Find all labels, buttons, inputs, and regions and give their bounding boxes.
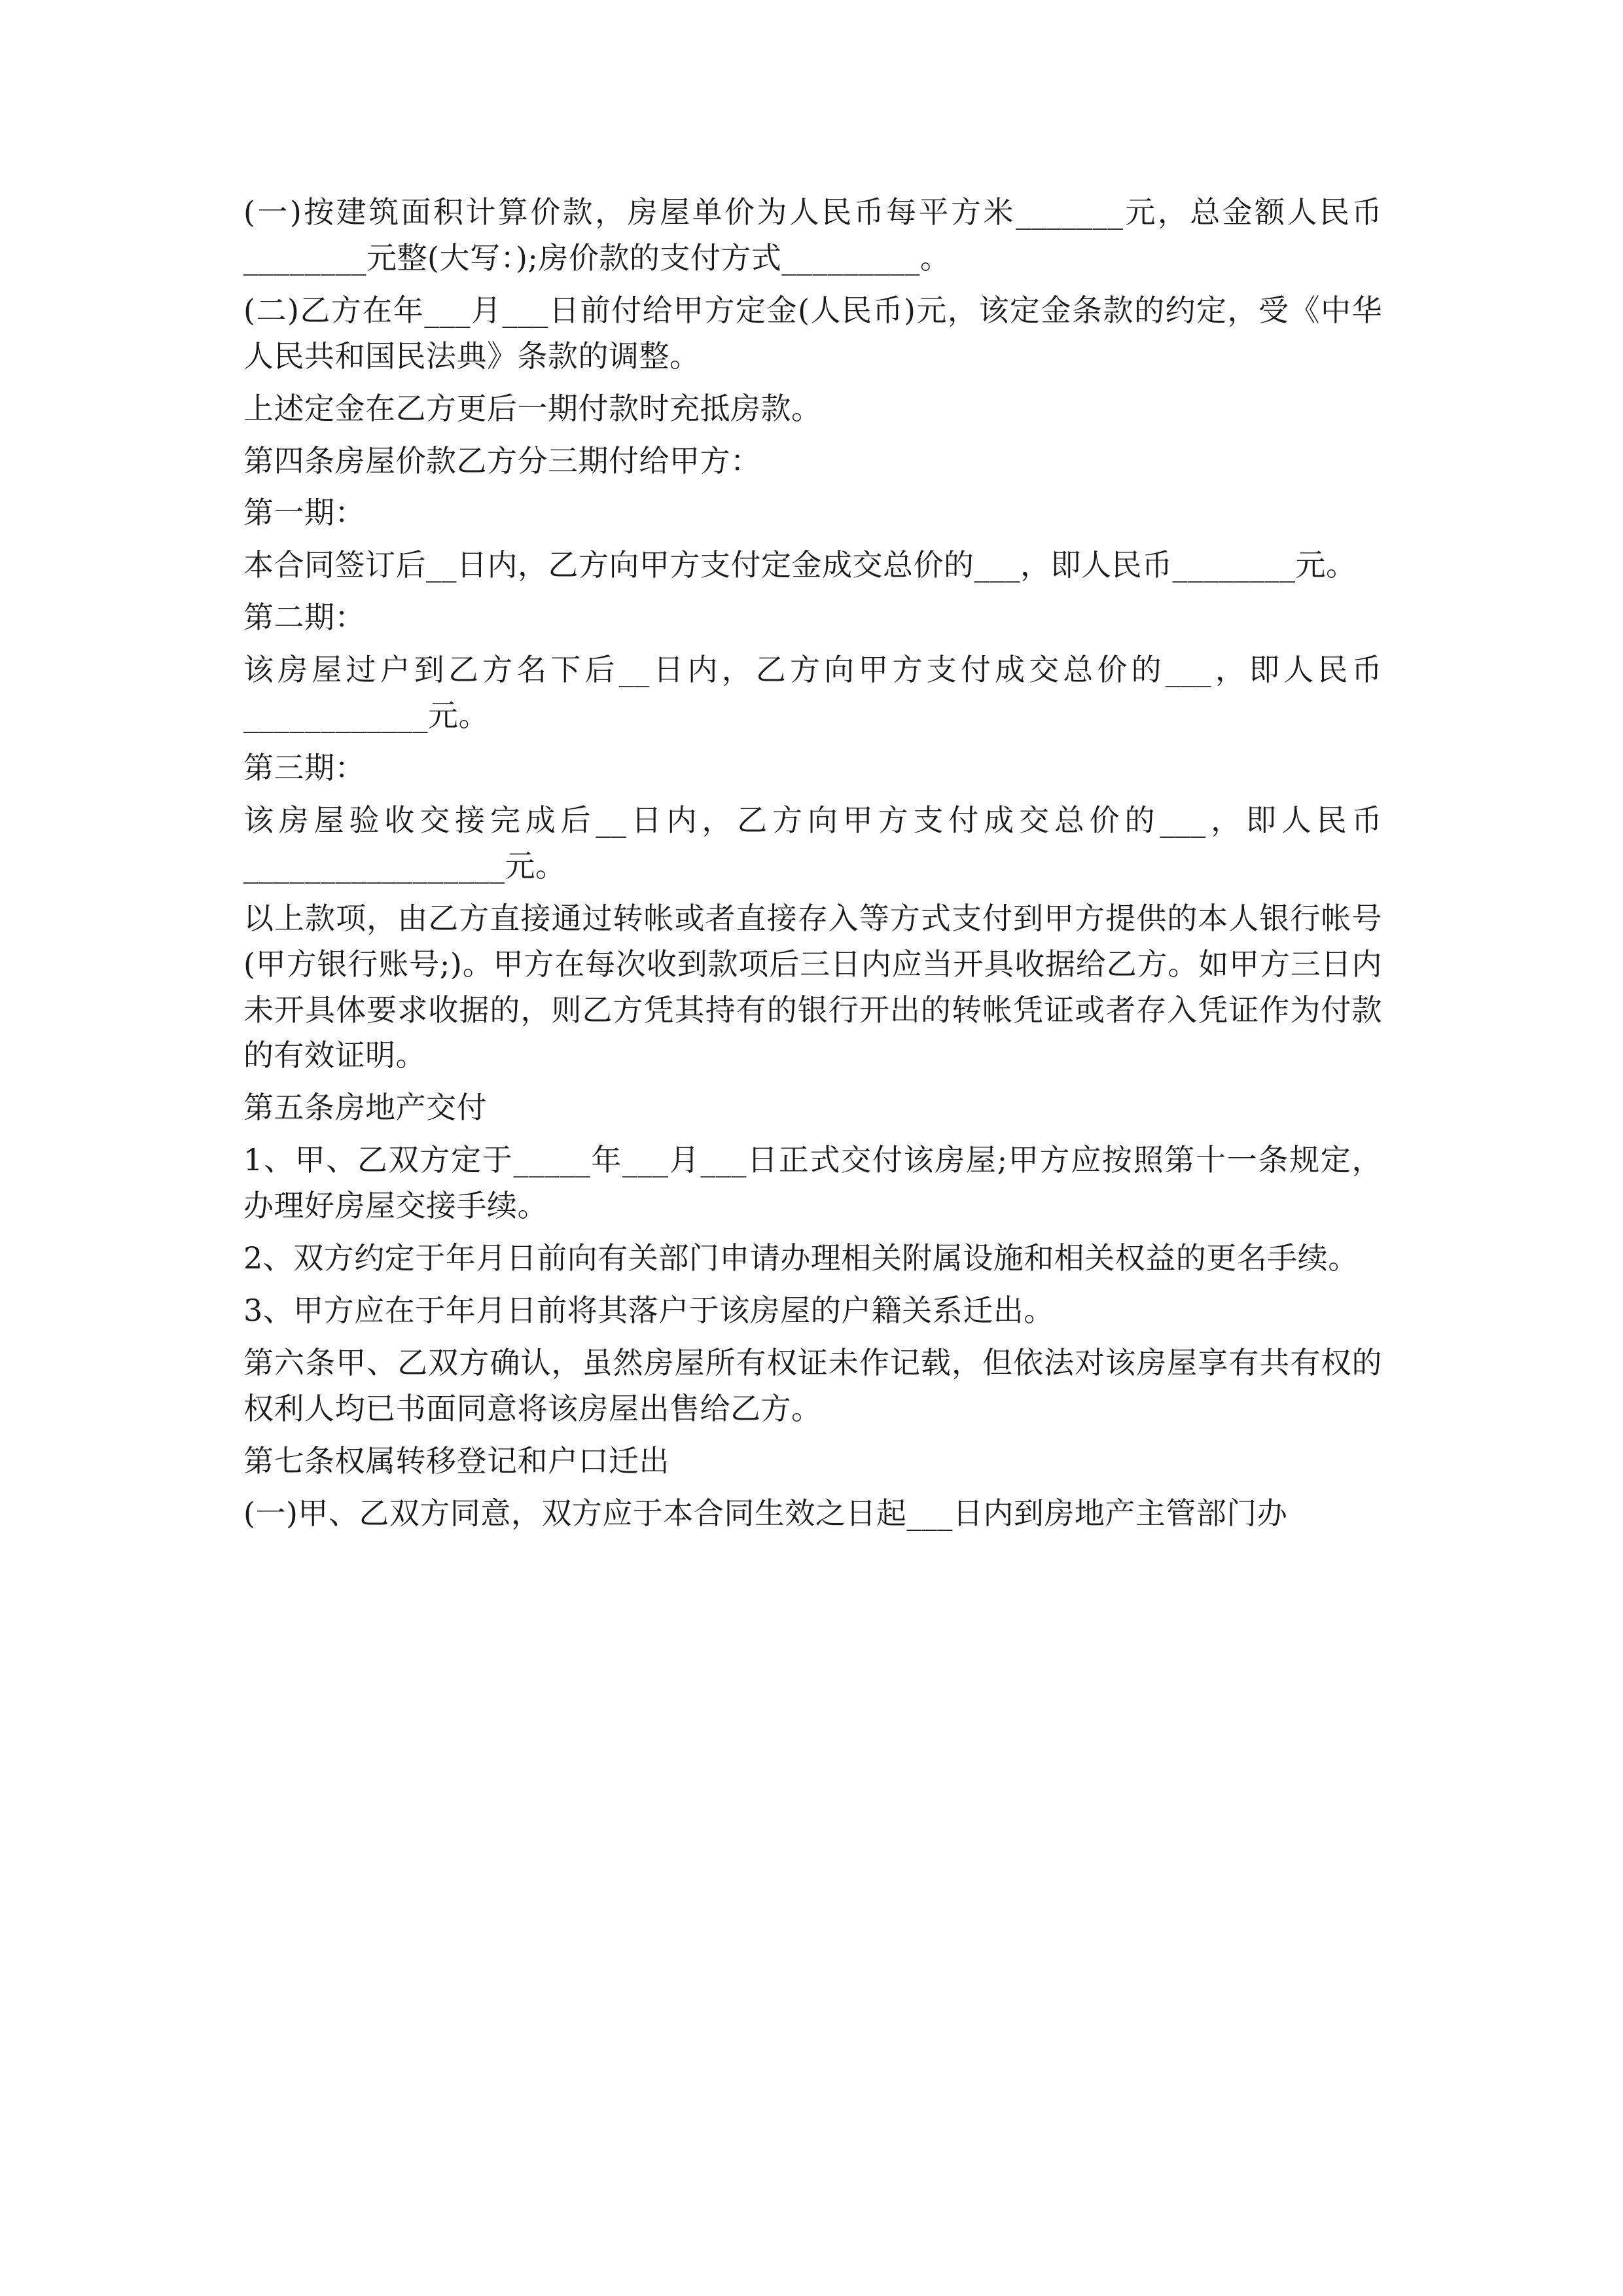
paragraph: 第六条甲、乙双方确认，虽然房屋所有权证未作记载，但依法对该房屋享有共有权的权利人均已书面同意将该房屋出售给乙方。 bbox=[243, 1344, 1382, 1426]
paragraph: (一)按建筑面积计算价款，房屋单价为人民币每平方米_______元，总金额人民币________元整(大写：);房价款的支付方式_________。 bbox=[243, 194, 1382, 276]
document-body bbox=[243, 190, 1382, 1543]
paragraph: (一)甲、乙双方同意，双方应于本合同生效之日起___日内到房地产主管部门办 bbox=[243, 1495, 1288, 1531]
paragraph: 3、甲方应在于年月日前将其落户于该房屋的户籍关系迁出。 bbox=[243, 1292, 1054, 1328]
paragraph: 第三期： bbox=[243, 749, 365, 785]
paragraph: 第二期： bbox=[243, 600, 365, 636]
paragraph: 该房屋验收交接完成后__日内，乙方向甲方支付成交总价的___，即人民币_________________元。 bbox=[243, 802, 1382, 884]
paragraph: 本合同签订后__日内，乙方向甲方支付定金成交总价的___，即人民币________元。 bbox=[243, 547, 1357, 583]
paragraph: 1、甲、乙双方定于_____年___月___日正式交付该房屋;甲方应按照第十一条规定，办理好房屋交接手续。 bbox=[243, 1142, 1382, 1224]
paragraph: 第七条权属转移登记和户口迁出 bbox=[243, 1443, 669, 1479]
paragraph: (二)乙方在年___月___日前付给甲方定金(人民币)元，该定金条款的约定，受《中华人民共和国民法典》条款的调整。 bbox=[243, 292, 1382, 374]
paragraph: 该房屋过户到乙方名下后__日内，乙方向甲方支付成交总价的___，即人民币____________元。 bbox=[243, 652, 1382, 734]
paragraph: 上述定金在乙方更后一期付款时充抵房款。 bbox=[243, 390, 822, 426]
paragraph: 以上款项，由乙方直接通过转帐或者直接存入等方式支付到甲方提供的本人银行帐号(甲方银行账号;)。甲方在每次收到款项后三日内应当开具收据给乙方。如甲方三日内未开具体要求收据的，则乙方凭其持有的银行开出的转帐凭证或者存入凭证作为付款的有效证明。 bbox=[243, 900, 1382, 1073]
paragraph: 第五条房地产交付 bbox=[243, 1090, 487, 1126]
paragraph: 2、双方约定于年月日前向有关部门申请办理相关附属设施和相关权益的更名手续。 bbox=[243, 1240, 1359, 1276]
paragraph: 第一期： bbox=[243, 495, 365, 531]
paragraph: 第四条房屋价款乙方分三期付给甲方： bbox=[243, 442, 761, 478]
